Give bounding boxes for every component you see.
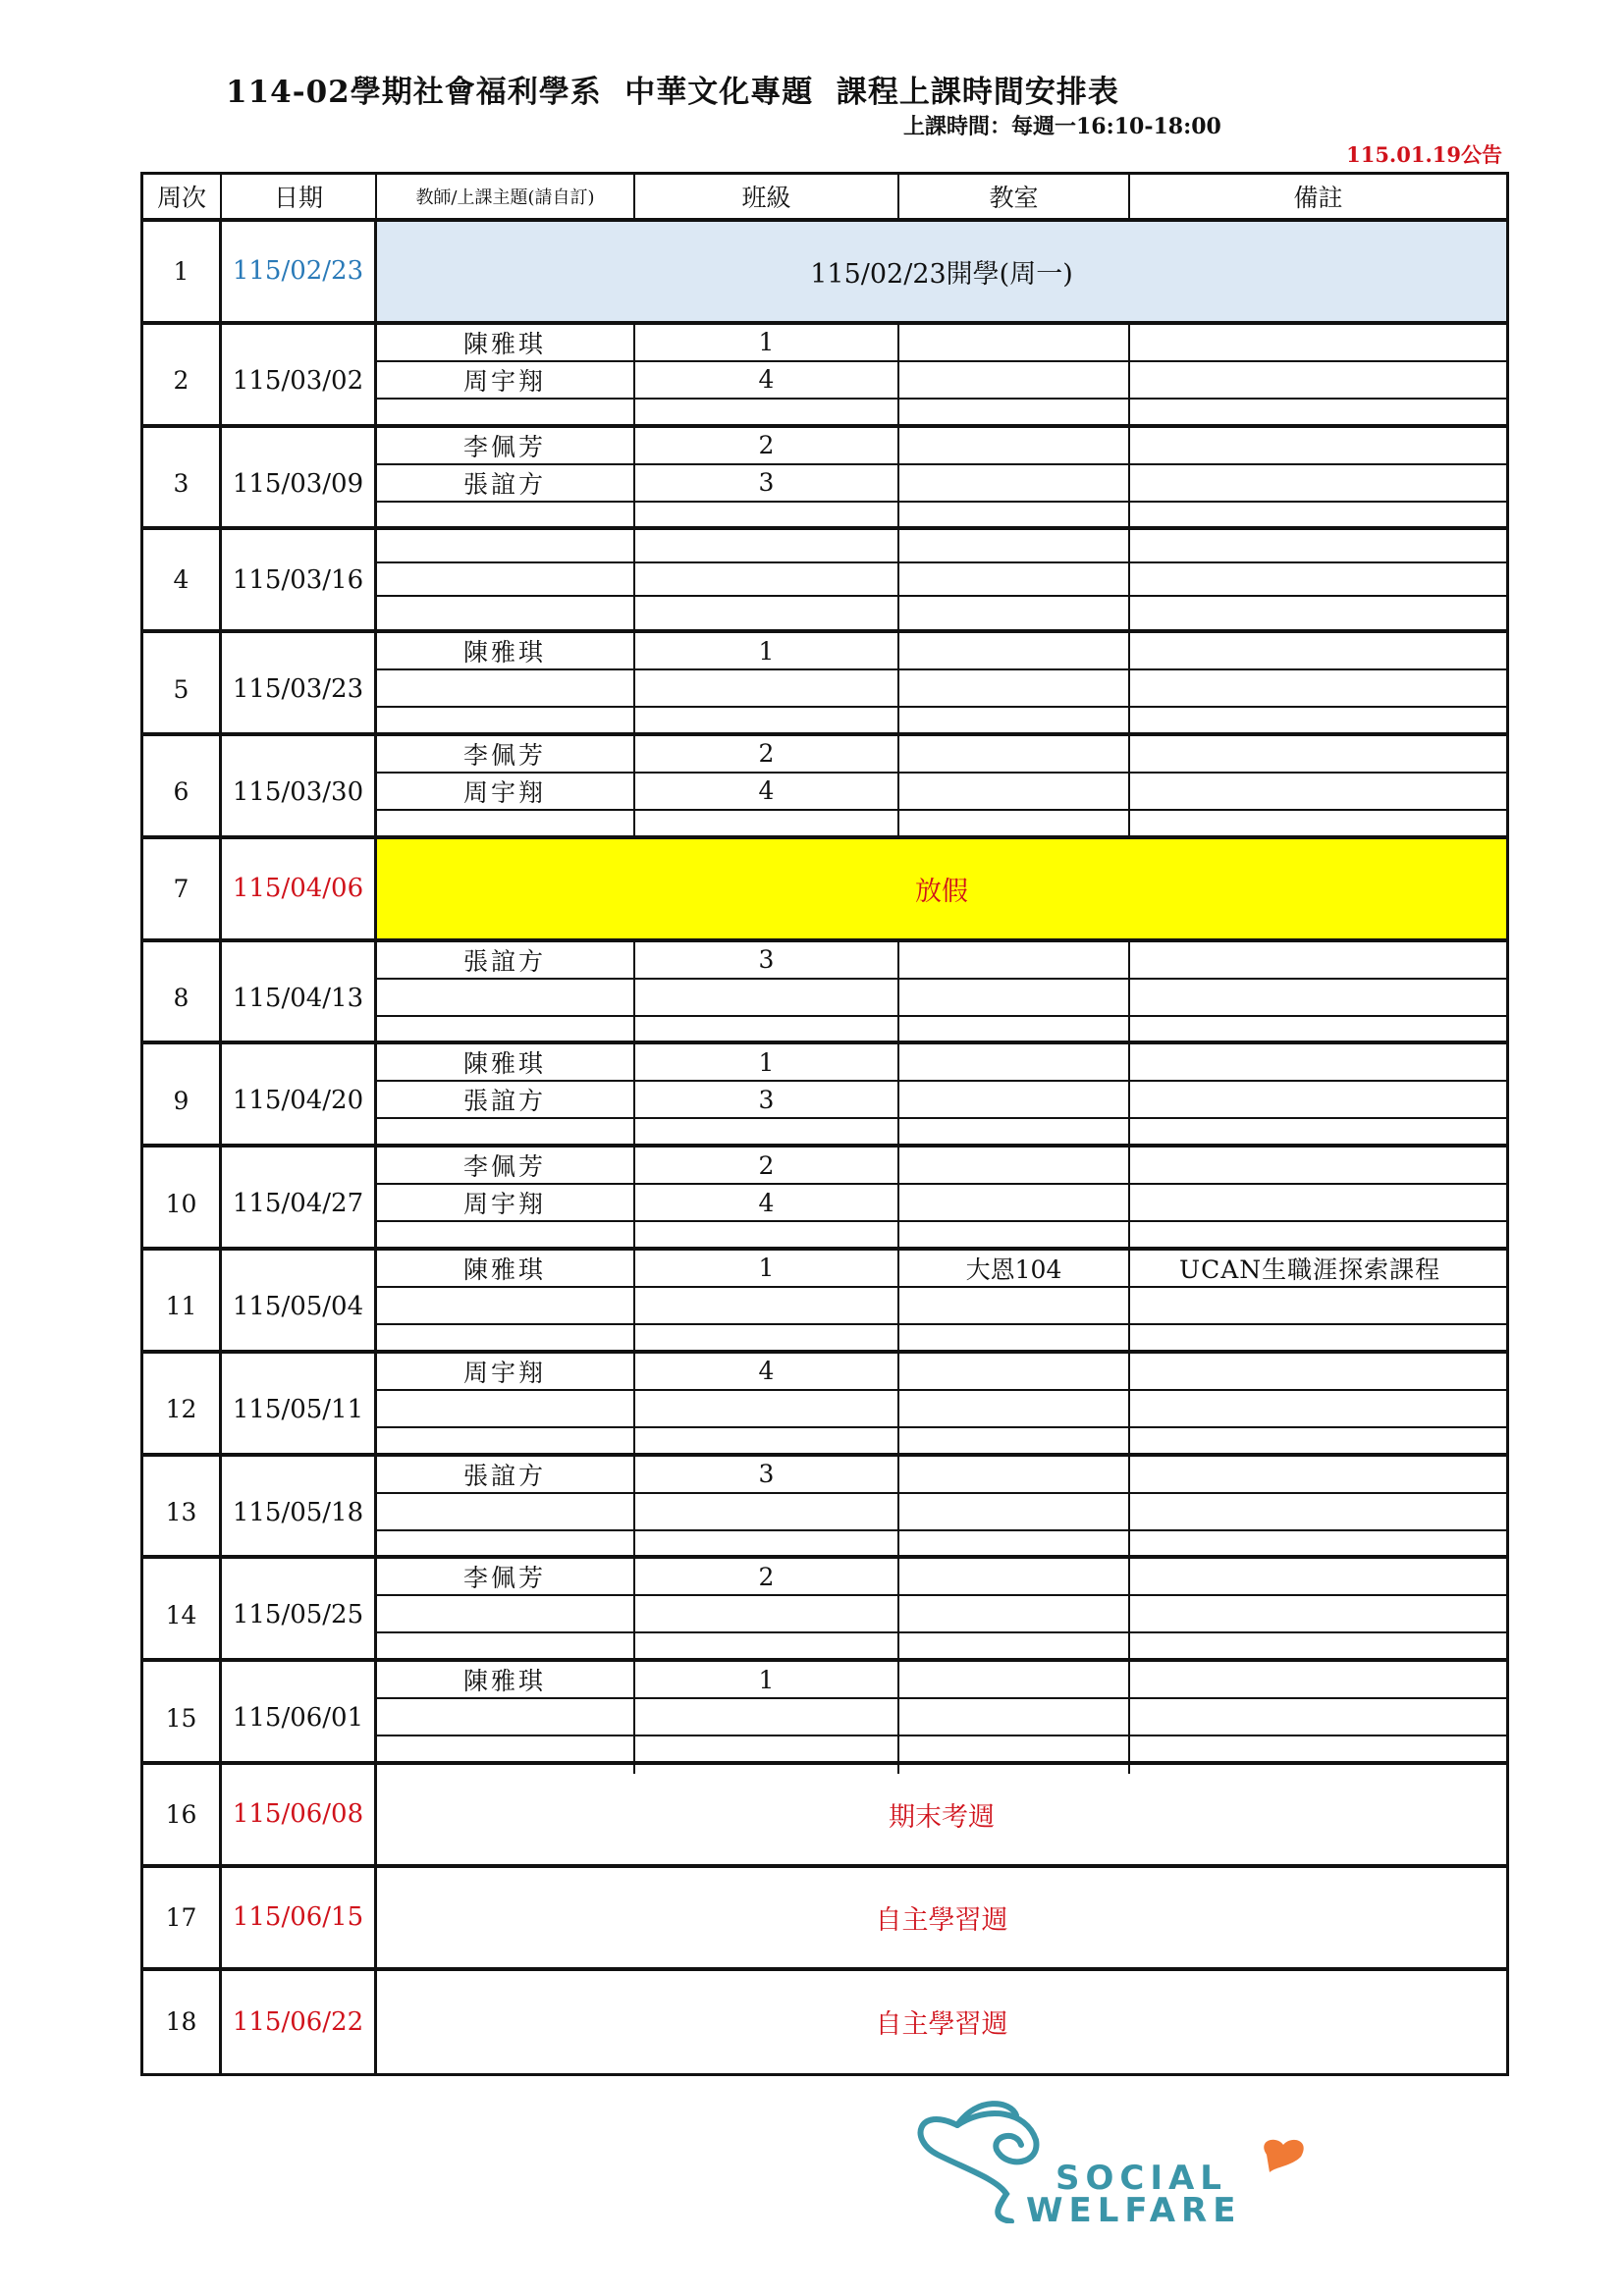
week-row bbox=[143, 1251, 1506, 1354]
note-cell bbox=[1130, 1185, 1506, 1220]
teacher-cell bbox=[377, 1391, 635, 1426]
note-cell bbox=[1130, 1559, 1506, 1594]
room-cell bbox=[899, 1457, 1130, 1492]
session-row bbox=[377, 1494, 1506, 1531]
teacher-cell: 周宇翔 bbox=[377, 1354, 635, 1389]
teacher-cell bbox=[377, 1494, 635, 1529]
week-number: 10 bbox=[143, 1148, 222, 1259]
room-cell bbox=[899, 670, 1130, 706]
class-cell bbox=[635, 1494, 899, 1529]
session-row bbox=[377, 428, 1506, 465]
header-note: 備註 bbox=[1293, 184, 1343, 212]
session-row bbox=[377, 1662, 1506, 1699]
class-cell: 2 bbox=[635, 736, 899, 772]
session-row bbox=[377, 530, 1506, 563]
week-row bbox=[143, 1457, 1506, 1560]
header-week: 周次 bbox=[143, 175, 222, 218]
note-cell bbox=[1130, 563, 1506, 595]
class-time: 上課時間：每週一16:10-18:00 bbox=[903, 114, 1221, 139]
class-cell bbox=[635, 563, 899, 595]
class-cell: 4 bbox=[635, 362, 899, 398]
note-cell bbox=[1130, 1148, 1506, 1183]
week-event: 自主學習週 bbox=[875, 1904, 1008, 1936]
room-cell bbox=[899, 1391, 1130, 1426]
week-date: 115/02/23 bbox=[222, 222, 377, 321]
week-row bbox=[143, 1765, 1506, 1868]
week-sessions bbox=[377, 1251, 1506, 1362]
note-cell bbox=[1130, 1596, 1506, 1631]
note-cell bbox=[1130, 980, 1506, 1015]
week-row bbox=[143, 222, 1506, 325]
note-cell bbox=[1130, 1457, 1506, 1492]
session-row bbox=[377, 1251, 1506, 1288]
teacher-cell: 李佩芳 bbox=[377, 1148, 635, 1183]
note-cell bbox=[1130, 530, 1506, 561]
note-cell bbox=[1130, 1354, 1506, 1389]
week-number: 5 bbox=[143, 633, 222, 745]
week-row bbox=[143, 1971, 1506, 2074]
teacher-cell: 張誼方 bbox=[377, 1082, 635, 1117]
week-date: 115/04/13 bbox=[222, 942, 377, 1054]
teacher-cell: 張誼方 bbox=[377, 1457, 635, 1492]
week-sessions bbox=[377, 325, 1506, 437]
teacher-cell: 周宇翔 bbox=[377, 774, 635, 809]
teacher-cell: 張誼方 bbox=[377, 465, 635, 501]
room-cell bbox=[899, 1288, 1130, 1323]
class-cell: 4 bbox=[635, 1354, 899, 1389]
week-number: 11 bbox=[143, 1251, 222, 1362]
class-cell: 1 bbox=[635, 1044, 899, 1080]
note-cell bbox=[1130, 1662, 1506, 1697]
week-number: 18 bbox=[143, 1971, 222, 2074]
week-row bbox=[143, 736, 1506, 839]
class-cell: 4 bbox=[635, 774, 899, 809]
page-title: 114-02學期社會福利學系 中華文化專題 課程上課時間安排表 bbox=[226, 75, 1119, 110]
session-row bbox=[377, 1699, 1506, 1736]
logo-text-welfare: WELFARE bbox=[1026, 2191, 1242, 2223]
week-date: 115/04/20 bbox=[222, 1044, 377, 1156]
session-row bbox=[377, 362, 1506, 400]
class-cell bbox=[635, 980, 899, 1015]
teacher-cell bbox=[377, 980, 635, 1015]
header-teacher: 教師/上課主題(請自訂) bbox=[377, 175, 635, 218]
week-rows bbox=[143, 222, 1506, 2073]
week-sessions bbox=[377, 1457, 1506, 1569]
room-cell bbox=[899, 1559, 1130, 1594]
week-row bbox=[143, 530, 1506, 633]
session-row bbox=[377, 597, 1506, 630]
teacher-cell bbox=[377, 670, 635, 706]
week-date: 115/04/27 bbox=[222, 1148, 377, 1259]
class-cell bbox=[635, 1596, 899, 1631]
room-cell bbox=[899, 1662, 1130, 1697]
teacher-cell bbox=[377, 1699, 635, 1735]
class-cell bbox=[635, 530, 899, 561]
note-cell bbox=[1130, 633, 1506, 668]
session-row bbox=[377, 563, 1506, 597]
class-cell bbox=[635, 597, 899, 630]
week-sessions bbox=[377, 942, 1506, 1054]
social-welfare-logo bbox=[898, 2086, 1311, 2223]
week-row bbox=[143, 1559, 1506, 1662]
week-date: 115/05/18 bbox=[222, 1457, 377, 1569]
week-date: 115/03/30 bbox=[222, 736, 377, 848]
week-sessions bbox=[377, 633, 1506, 745]
session-row bbox=[377, 465, 1506, 503]
week-number: 17 bbox=[143, 1868, 222, 1967]
session-row bbox=[377, 325, 1506, 362]
week-date: 115/03/09 bbox=[222, 428, 377, 540]
week-number: 9 bbox=[143, 1044, 222, 1156]
teacher-cell: 周宇翔 bbox=[377, 1185, 635, 1220]
teacher-cell: 陳雅琪 bbox=[377, 1662, 635, 1697]
note-cell bbox=[1130, 774, 1506, 809]
week-row bbox=[143, 1148, 1506, 1251]
week-sessions bbox=[377, 1662, 1506, 1774]
room-cell bbox=[899, 1185, 1130, 1220]
session-row bbox=[377, 1288, 1506, 1325]
week-date: 115/06/15 bbox=[222, 1868, 377, 1967]
room-cell: 大恩104 bbox=[899, 1251, 1130, 1286]
teacher-cell: 李佩芳 bbox=[377, 1559, 635, 1594]
room-cell bbox=[899, 736, 1130, 772]
table-header bbox=[143, 175, 1506, 222]
room-cell bbox=[899, 597, 1130, 630]
session-row bbox=[377, 774, 1506, 811]
session-row bbox=[377, 633, 1506, 670]
session-row bbox=[377, 1596, 1506, 1633]
week-date: 115/05/11 bbox=[222, 1354, 377, 1466]
week-date: 115/03/02 bbox=[222, 325, 377, 437]
header-date: 日期 bbox=[222, 175, 377, 218]
class-cell bbox=[635, 1391, 899, 1426]
class-cell bbox=[635, 1699, 899, 1735]
room-cell bbox=[899, 1148, 1130, 1183]
schedule-table bbox=[140, 172, 1509, 2076]
note-cell bbox=[1130, 465, 1506, 501]
class-cell: 2 bbox=[635, 428, 899, 463]
teacher-cell: 陳雅琪 bbox=[377, 1251, 635, 1286]
class-cell: 4 bbox=[635, 1185, 899, 1220]
week-event: 115/02/23開學(周一) bbox=[377, 222, 1506, 321]
class-cell: 3 bbox=[635, 942, 899, 978]
week-number: 7 bbox=[143, 839, 222, 938]
note-cell bbox=[1130, 736, 1506, 772]
session-row bbox=[377, 942, 1506, 980]
week-number: 1 bbox=[143, 222, 222, 321]
week-number: 16 bbox=[143, 1765, 222, 1864]
logo-text-social: SOCIAL bbox=[1056, 2159, 1227, 2198]
room-cell bbox=[899, 362, 1130, 398]
class-cell: 3 bbox=[635, 1082, 899, 1117]
week-row bbox=[143, 839, 1506, 942]
class-cell bbox=[635, 670, 899, 706]
week-date: 115/05/04 bbox=[222, 1251, 377, 1362]
header-class: 班級 bbox=[635, 175, 899, 218]
session-row bbox=[377, 1044, 1506, 1082]
week-date: 115/04/06 bbox=[222, 839, 377, 938]
room-cell bbox=[899, 633, 1130, 668]
room-cell bbox=[899, 942, 1130, 978]
teacher-cell bbox=[377, 530, 635, 561]
week-number: 3 bbox=[143, 428, 222, 540]
week-event: 自主學習週 bbox=[875, 2009, 1008, 2041]
week-date: 115/05/25 bbox=[222, 1559, 377, 1671]
week-sessions bbox=[377, 1559, 1506, 1671]
week-number: 15 bbox=[143, 1662, 222, 1774]
week-number: 14 bbox=[143, 1559, 222, 1671]
room-cell bbox=[899, 530, 1130, 561]
week-date: 115/06/22 bbox=[222, 1971, 377, 2074]
note-cell bbox=[1130, 1391, 1506, 1426]
note-cell bbox=[1130, 670, 1506, 706]
teacher-cell: 陳雅琪 bbox=[377, 633, 635, 668]
teacher-cell bbox=[377, 1596, 635, 1631]
week-row bbox=[143, 1044, 1506, 1148]
note-cell bbox=[1130, 1494, 1506, 1529]
note-cell: UCAN生職涯探索課程 bbox=[1179, 1255, 1441, 1284]
teacher-cell: 陳雅琪 bbox=[377, 325, 635, 360]
session-row bbox=[377, 1391, 1506, 1428]
week-row bbox=[143, 1662, 1506, 1765]
week-date: 115/06/01 bbox=[222, 1662, 377, 1774]
week-row bbox=[143, 942, 1506, 1045]
week-number: 4 bbox=[143, 530, 222, 629]
class-cell: 1 bbox=[635, 1251, 899, 1286]
week-number: 8 bbox=[143, 942, 222, 1054]
note-cell bbox=[1130, 597, 1506, 630]
week-number: 6 bbox=[143, 736, 222, 848]
week-row bbox=[143, 428, 1506, 531]
teacher-cell: 周宇翔 bbox=[377, 362, 635, 398]
room-cell bbox=[899, 1082, 1130, 1117]
room-cell bbox=[899, 774, 1130, 809]
session-row bbox=[377, 1559, 1506, 1596]
class-cell: 3 bbox=[635, 1457, 899, 1492]
week-number: 2 bbox=[143, 325, 222, 437]
note-cell bbox=[1130, 942, 1506, 978]
class-cell: 3 bbox=[635, 465, 899, 501]
room-cell bbox=[899, 1044, 1130, 1080]
teacher-cell bbox=[377, 563, 635, 595]
teacher-cell: 李佩芳 bbox=[377, 428, 635, 463]
class-cell: 2 bbox=[635, 1559, 899, 1594]
week-row bbox=[143, 325, 1506, 428]
session-row bbox=[377, 1082, 1506, 1119]
note-cell bbox=[1130, 1699, 1506, 1735]
note-cell bbox=[1130, 1044, 1506, 1080]
week-date: 115/06/08 bbox=[222, 1765, 377, 1864]
note-cell bbox=[1130, 1082, 1506, 1117]
teacher-cell bbox=[377, 1288, 635, 1323]
header-room: 教室 bbox=[899, 175, 1130, 218]
room-cell bbox=[899, 1354, 1130, 1389]
teacher-cell bbox=[377, 597, 635, 630]
session-row bbox=[377, 1148, 1506, 1185]
room-cell bbox=[899, 1494, 1130, 1529]
class-cell: 1 bbox=[635, 633, 899, 668]
session-row bbox=[377, 1185, 1506, 1222]
teacher-cell: 陳雅琪 bbox=[377, 1044, 635, 1080]
session-row bbox=[377, 1457, 1506, 1494]
note-cell bbox=[1130, 362, 1506, 398]
week-number: 13 bbox=[143, 1457, 222, 1569]
announcement-date: 115.01.19公告 bbox=[1346, 142, 1502, 167]
room-cell bbox=[899, 428, 1130, 463]
session-row bbox=[377, 1354, 1506, 1391]
class-cell bbox=[635, 1288, 899, 1323]
class-cell: 1 bbox=[635, 1662, 899, 1697]
class-cell: 2 bbox=[635, 1148, 899, 1183]
week-date: 115/03/16 bbox=[222, 530, 377, 629]
week-row bbox=[143, 1354, 1506, 1457]
week-row bbox=[143, 633, 1506, 736]
session-row bbox=[377, 736, 1506, 774]
heart-icon bbox=[1264, 2140, 1303, 2172]
week-sessions bbox=[377, 736, 1506, 848]
room-cell bbox=[899, 1596, 1130, 1631]
week-sessions bbox=[377, 1354, 1506, 1466]
week-sessions bbox=[377, 428, 1506, 540]
teacher-cell: 李佩芳 bbox=[377, 736, 635, 772]
room-cell bbox=[899, 1699, 1130, 1735]
note-cell bbox=[1130, 428, 1506, 463]
class-cell: 1 bbox=[635, 325, 899, 360]
week-event: 期末考週 bbox=[889, 1801, 995, 1833]
teacher-cell: 張誼方 bbox=[377, 942, 635, 978]
session-row bbox=[377, 980, 1506, 1017]
week-date: 115/03/23 bbox=[222, 633, 377, 745]
week-sessions bbox=[377, 1148, 1506, 1259]
room-cell bbox=[899, 563, 1130, 595]
room-cell bbox=[899, 325, 1130, 360]
room-cell bbox=[899, 465, 1130, 501]
week-sessions bbox=[377, 1044, 1506, 1156]
week-number: 12 bbox=[143, 1354, 222, 1466]
note-cell bbox=[1130, 325, 1506, 360]
week-row bbox=[143, 1868, 1506, 1971]
room-cell bbox=[899, 980, 1130, 1015]
week-sessions bbox=[377, 530, 1506, 629]
session-row bbox=[377, 670, 1506, 708]
week-event: 放假 bbox=[377, 839, 1506, 938]
note-cell bbox=[1130, 1288, 1506, 1323]
